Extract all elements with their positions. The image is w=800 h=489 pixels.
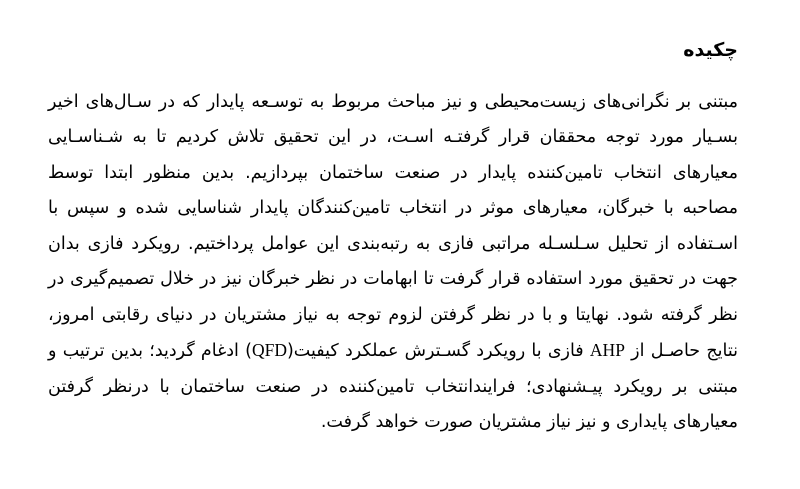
abstract-paragraph: مبتنی بر نگرانی‌های زیست‌محیطی و نیز مباحث مربوط به توسـعه پایدار که در سـال‌های اخیر بسـیار مورد توجه محققان قرار گرفتـه اسـت، در این تحقیق تلاش کردیم تا به شـناسـایی معیارهای انتخاب تامین‌کننده پایدار در صنعت ساختمان بپردازیم. بدین منظور ابتدا توسط مصاحبه با خبرگان، معیارهای موثر در انتخاب تامین‌کنندگان پایدار شناسایی شده و سپس با اسـتفاده از تحلیل سـلسـله مراتبی فازی به رتبه‌بندی این عوامل پرداختیم. رویکرد فازی بدان جهت در تحقیق مورد استفاده قرار گرفت تا ابهامات در نظر خبرگان نیز در خلال تصمیم‌گیری در نظر گرفته شود. نهایتا و با در نظر گرفتن لزوم توجه به نیاز مشتریان در دنیای رقابتی امروز، نتایج حاصـل از AHP فازی با رویکرد گسـترش عملکرد کیفیت(QFD) ادغام گردید؛ بدین ترتیب و مبتنی بر رویکرد پیـشنهادی؛ فرایندانتخاب تامین‌کننده در صنعت ساختمان با درنظر گرفتن معیارهای پایداری و نیز نیاز مشتریان صورت خواهد گرفت. — [48, 91, 739, 433]
abstract-body — [48, 85, 738, 441]
latin-term: QFD — [251, 340, 287, 361]
abstract-heading: چکیده — [683, 39, 738, 61]
latin-term: AHP — [589, 340, 625, 361]
